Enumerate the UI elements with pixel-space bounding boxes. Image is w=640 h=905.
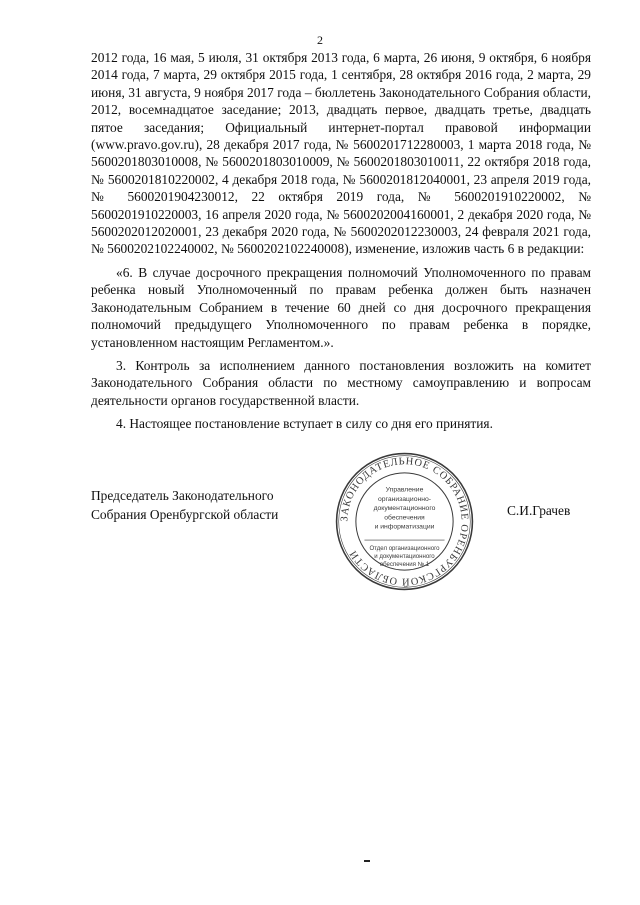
paragraph-amendment-quote: «6. В случае досрочного прекращения полномочий Уполномоченного по правам ребенка новый Уполномоченный по правам ребенка должен быть назначен Законодательным Собранием в течение 60 дней со дня досрочного прекращения полномочий предыдущего Уполномоченного по правам ребенка в порядке, установленном настоящим Регламентом.». [91, 264, 591, 350]
official-seal [333, 450, 476, 593]
seal-inner-line: документационного [373, 505, 436, 513]
seal-department-line: обеспечения № 1 [379, 561, 430, 568]
paragraph-control: 3. Контроль за исполнением данного постановления возложить на комитет Законодательного Собрания области по местному самоуправлению и вопросам деятельности органов государственной власти. [91, 357, 591, 408]
signatory-name: С.И.Грачев [507, 503, 571, 518]
paragraph-references: 2012 года, 16 мая, 5 июля, 31 октября 2013 года, 6 марта, 26 июня, 9 октября, 6 ноября 2014 года, 7 марта, 29 октября 2015 года, 1 сентября, 28 октября 2016 года, 2 марта, 29 июня, 31 августа, 9 ноября 2017 года – бюллетень Законодательного Собрания области, 2012, восемнадцатое заседание; 2013, двадцать первое, двадцать третье, двадцать пятое заседания; Официальный интернет-портал правовой информации (www.pravo.gov.ru), 28 декабря 2017 года, № 5600201712280003, 1 марта 2018 года, № 5600201803010008, № 5600201803010009, № 5600201803010011, 22 октября 2018 года, № 5600201810220002, 4 декабря 2018 года, № 5600201812040001, 23 апреля 2019 года, № 5600201904230012, 22 октября 2019 года, № 5600201910220002, № 5600201910220003, 16 апреля 2020 года, № 5600202004160001, 2 декабря 2020 года, № 5600202012020001, 23 декабря 2020 года, № 5600202012230003, 24 февраля 2021 года, № 5600202102240002, № 5600202102240008), изменение, изложив часть 6 в редакции: [91, 50, 591, 257]
seal-inner-line: и информатизации [374, 523, 435, 531]
seal-inner-line: обеспечения [384, 514, 425, 522]
signatory-title-line-2: Собрания Оренбургской области [91, 507, 279, 522]
seal-inner-line: Управление [385, 486, 424, 494]
signatory-title [91, 486, 278, 524]
seal-inner-line: организационно- [377, 495, 432, 503]
seal-department-line: Отдел организационного [369, 546, 440, 553]
document-body [91, 49, 591, 433]
page-mark [364, 860, 370, 862]
signatory-title-line-1: Председатель Законодательного [91, 488, 274, 503]
page-number: 2 [317, 33, 323, 47]
paragraph-effective-date: 4. Настоящее постановление вступает в силу со дня его принятия. [116, 416, 493, 432]
seal-department-text [369, 546, 440, 568]
seal-outer-ring [337, 454, 473, 590]
seal-department-line: и документационного [374, 553, 435, 560]
seal-ring-text: ЗАКОНОДАТЕЛЬНОЕ СОБРАНИЕ ОРЕНБУРГСКОЙ ОБЛАСТИ [339, 456, 470, 587]
seal-inner-text [374, 486, 436, 530]
